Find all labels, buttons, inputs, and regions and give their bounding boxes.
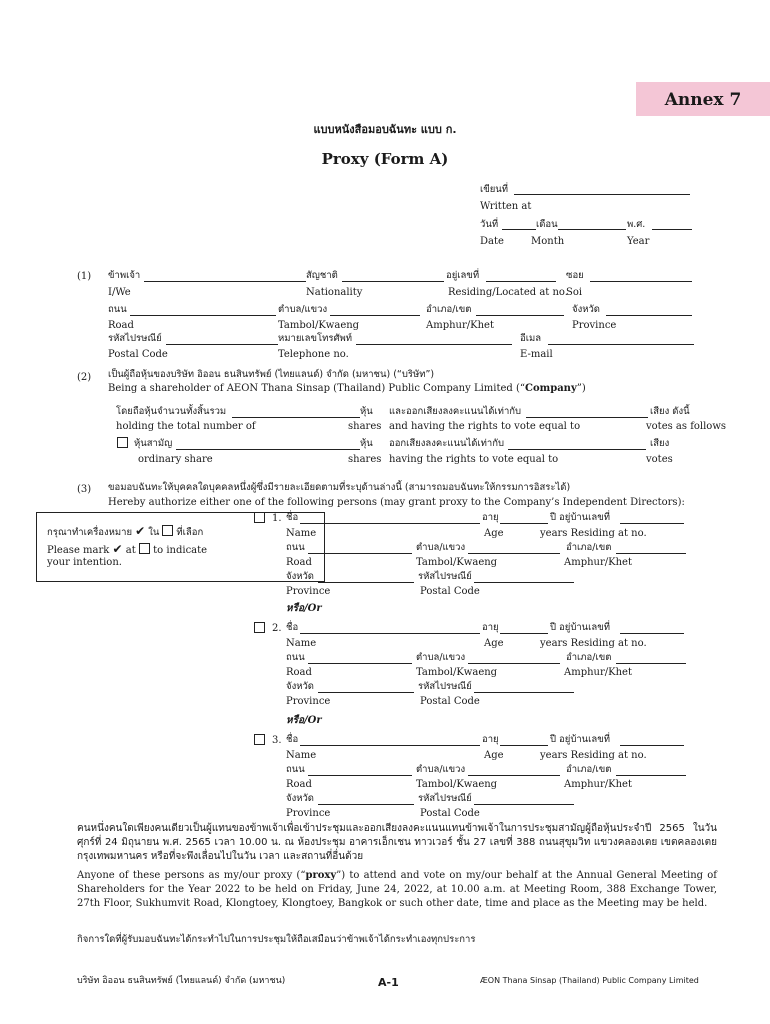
amphur-th: อำเภอ/เขต bbox=[566, 542, 612, 553]
age-th: อายุ bbox=[482, 512, 499, 523]
age-en: Age bbox=[484, 750, 504, 761]
shareholder-line-en: Being a shareholder of AEON Thana Sinsap (Thailand) Public Company Limited (“Company”) bbox=[108, 383, 586, 394]
date-field[interactable] bbox=[502, 229, 536, 230]
proxy-1-checkbox[interactable] bbox=[254, 512, 265, 523]
meeting-paragraph-en: Anyone of these persons as my/our proxy (“proxy”) to attend and vote on my/our behalf at the Annual General Meeting of Shareholders for the Year 2022 to be held on Friday, June 24, 2022, at 10.00 a.m. at Meeting Room, 388 Exchange Tower, 27th Floor, Sukhumvit Road, Klongtoey, Klongtoey, Bangkok or such other date, time and place as the Meeting may be held. bbox=[77, 870, 717, 909]
province-th: จังหวัด bbox=[286, 793, 314, 804]
votes-th: เสียง ดังนี้ bbox=[650, 406, 690, 417]
proxy-1-age-field[interactable] bbox=[500, 523, 548, 524]
years-th: ปี อยู่บ้านเลขที่ bbox=[550, 622, 611, 633]
votes2-en: votes bbox=[646, 454, 673, 465]
title-english: Proxy (Form A) bbox=[321, 150, 449, 168]
proxy-2-address-field[interactable] bbox=[620, 633, 684, 634]
ordinary-votes-field[interactable] bbox=[508, 449, 646, 450]
road-en: Road bbox=[286, 557, 312, 568]
tambol-th: ตำบล/แขวง bbox=[416, 764, 466, 775]
postal-en: Postal Code bbox=[420, 808, 480, 819]
proxy-1-amphur-field[interactable] bbox=[616, 553, 686, 554]
year-en: Year bbox=[627, 236, 650, 247]
ordinary-share-checkbox[interactable] bbox=[117, 437, 128, 448]
vote-en: and having the rights to vote equal to bbox=[389, 421, 581, 432]
proxy-2-amphur-field[interactable] bbox=[616, 663, 686, 664]
name-en: Name bbox=[286, 638, 317, 649]
email-en: E-mail bbox=[520, 349, 553, 360]
years-en: years Residing at no. bbox=[540, 638, 647, 649]
section-2-number: (2) bbox=[77, 372, 92, 383]
age-th: อายุ bbox=[482, 734, 499, 745]
name-en: Name bbox=[286, 528, 317, 539]
or-label: หรือ/Or bbox=[286, 603, 322, 614]
meeting-paragraph-th: คนหนึ่งคนใดเพียงคนเดียวเป็นผู้แทนของข้าพเจ้าเพื่อเข้าประชุมและออกเสียงลงคะแนนแทนข้าพเจ้าในการประชุมสามัญผู้ถือหุ้นประจำปี 2565 ในวันศุกร์ที่ 24 มิถุนายน พ.ศ. 2565 เวลา 10.00 น. ณ ห้องประชุม อาคารเอ็กเชน ทาวเวอร์ ชั้น 27 เลขที่ 388 ถนนสุขุมวิท แขวงคลองเตย เขตคลองเตย กรุงเทพมหานคร หรือที่จะพึงเลื่อนไปในวัน เวลา และสถานที่อื่นด้วย bbox=[77, 823, 717, 862]
proxy-2-postal-field[interactable] bbox=[474, 692, 574, 693]
or-label: หรือ/Or bbox=[286, 715, 322, 726]
written-at-th: เขียนที่ bbox=[480, 184, 509, 195]
tambol-en: Tambol/Kwaeng bbox=[416, 667, 498, 678]
month-th: เดือน bbox=[536, 219, 558, 230]
province-en: Province bbox=[286, 586, 331, 597]
nationality-field[interactable] bbox=[342, 281, 444, 282]
road-en: Road bbox=[286, 779, 312, 790]
instruction-box bbox=[36, 512, 325, 582]
soi-field[interactable] bbox=[590, 281, 692, 282]
person-name-th: ชื่อ bbox=[286, 622, 299, 633]
residing-th: อยู่เลขที่ bbox=[446, 270, 480, 281]
vote2-th: ออกเสียงลงคะแนนได้เท่ากับ bbox=[389, 438, 505, 449]
mark-instruction-th: กรุณาทำเครื่องหมาย ✔ ใน ที่เลือก bbox=[47, 524, 204, 538]
proxy-2-checkbox[interactable] bbox=[254, 622, 265, 633]
proxy-2-age-field[interactable] bbox=[500, 633, 548, 634]
title-thai: แบบหนังสือมอบฉันทะ แบบ ก. bbox=[313, 123, 457, 136]
proxy-2-name-field[interactable] bbox=[300, 633, 480, 634]
tambol-en: Tambol/Kwaeng bbox=[416, 557, 498, 568]
proxy-3-road-field[interactable] bbox=[308, 775, 412, 776]
shares2-en: shares bbox=[348, 454, 382, 465]
month-en: Month bbox=[531, 236, 565, 247]
province-en: Province bbox=[286, 696, 331, 707]
person-number: 3. bbox=[272, 735, 282, 746]
proxy-1-road-field[interactable] bbox=[308, 553, 412, 554]
postal-en: Postal Code bbox=[420, 586, 480, 597]
date-th: วันที่ bbox=[480, 219, 499, 230]
page-number: A-1 bbox=[378, 976, 399, 989]
shareholder-line-th: เป็นผู้ถือหุ้นของบริษัท อิออน ธนสินทรัพย์ (ไทยแลนด์) จำกัด (มหาชน) (“บริษัท”) bbox=[108, 369, 435, 380]
road-th: ถนน bbox=[286, 542, 305, 553]
postal-field[interactable] bbox=[166, 344, 278, 345]
address-no-field[interactable] bbox=[486, 281, 556, 282]
iwe-en: I/We bbox=[108, 287, 131, 298]
hun2-th: หุ้น bbox=[360, 438, 373, 449]
tel-th: หมายเลขโทรศัพท์ bbox=[278, 333, 353, 344]
road-th: ถนน bbox=[286, 652, 305, 663]
date-en: Date bbox=[480, 236, 504, 247]
road-en: Road bbox=[108, 320, 134, 331]
person-name-th: ชื่อ bbox=[286, 734, 299, 745]
mark-instruction-en-2: your intention. bbox=[47, 557, 122, 568]
province-en: Province bbox=[286, 808, 331, 819]
tambol-th: ตำบล/แขวง bbox=[278, 304, 328, 315]
proxy-3-address-field[interactable] bbox=[620, 745, 684, 746]
name-en: Name bbox=[286, 750, 317, 761]
tambol-field[interactable] bbox=[330, 315, 420, 316]
amphur-en: Amphur/Khet bbox=[564, 557, 632, 568]
email-field[interactable] bbox=[548, 344, 694, 345]
proxy-2-road-field[interactable] bbox=[308, 663, 412, 664]
province-field[interactable] bbox=[606, 315, 692, 316]
proxy-3-amphur-field[interactable] bbox=[616, 775, 686, 776]
empty-box-icon bbox=[162, 525, 173, 536]
amphur-field[interactable] bbox=[476, 315, 564, 316]
footer-company-th: บริษัท อิออน ธนสินทรัพย์ (ไทยแลนด์) จำกัด (มหาชน) bbox=[77, 976, 286, 986]
votes2-th: เสียง bbox=[650, 438, 670, 449]
amphur-en: Amphur/Khet bbox=[564, 779, 632, 790]
age-en: Age bbox=[484, 638, 504, 649]
ordinary-en: ordinary share bbox=[138, 454, 213, 465]
authorize-line-th: ขอมอบฉันทะให้บุคคลใดบุคคลหนึ่งผู้ซึ่งมีรายละเอียดตามที่ระบุด้านล่างนี้ (สามารถมอบฉันทะให้กรรมการอิสระได้) bbox=[108, 482, 571, 493]
proxy-3-tambol-field[interactable] bbox=[468, 775, 560, 776]
shares-en: shares bbox=[348, 421, 382, 432]
year-th: พ.ศ. bbox=[627, 219, 646, 230]
check-icon: ✔ bbox=[135, 524, 146, 538]
section-3-number: (3) bbox=[77, 484, 92, 495]
year-field[interactable] bbox=[652, 229, 692, 230]
postal-en: Postal Code bbox=[420, 696, 480, 707]
proxy-3-postal-field[interactable] bbox=[474, 804, 574, 805]
tambol-th: ตำบล/แขวง bbox=[416, 652, 466, 663]
postal-th: รหัสไปรษณีย์ bbox=[418, 571, 472, 582]
vote-th: และออกเสียงลงคะแนนได้เท่ากับ bbox=[389, 406, 522, 417]
person-number: 2. bbox=[272, 623, 282, 634]
vote2-en: having the rights to vote equal to bbox=[389, 454, 559, 465]
proxy-1-province-field[interactable] bbox=[318, 582, 414, 583]
votes-follows-en: votes as follows bbox=[646, 421, 727, 432]
amphur-en: Amphur/Khet bbox=[426, 320, 494, 331]
age-th: อายุ bbox=[482, 622, 499, 633]
age-en: Age bbox=[484, 528, 504, 539]
years-en: years Residing at no. bbox=[540, 528, 647, 539]
written-at-en: Written at bbox=[480, 201, 532, 212]
total-shares-th: โดยถือหุ้นจำนวนทั้งสิ้นรวม bbox=[116, 406, 227, 417]
road-th: ถนน bbox=[108, 304, 127, 315]
amphur-th: อำเภอ/เขต bbox=[426, 304, 472, 315]
soi-en: Soi bbox=[566, 287, 583, 298]
postal-th: รหัสไปรษณีย์ bbox=[108, 333, 162, 344]
amphur-th: อำเภอ/เขต bbox=[566, 764, 612, 775]
month-field[interactable] bbox=[558, 229, 626, 230]
ordinary-th: หุ้นสามัญ bbox=[134, 438, 173, 449]
empty-box-icon bbox=[139, 543, 150, 554]
province-th: จังหวัด bbox=[572, 304, 600, 315]
proxy-3-age-field[interactable] bbox=[500, 745, 548, 746]
email-th: อีเมล bbox=[520, 333, 542, 344]
total-votes-field[interactable] bbox=[526, 417, 648, 418]
residing-en: Residing/Located at no. bbox=[448, 287, 568, 298]
postal-th: รหัสไปรษณีย์ bbox=[418, 793, 472, 804]
closing-line-th: กิจการใดที่ผู้รับมอบฉันทะได้กระทำไปในการประชุมให้ถือเสมือนว่าข้าพเจ้าได้กระทำเองทุกประการ bbox=[77, 934, 476, 945]
proxy-3-name-field[interactable] bbox=[300, 745, 480, 746]
footer-company-en: ÆON Thana Sinsap (Thailand) Public Company Limited bbox=[480, 976, 699, 985]
road-th: ถนน bbox=[286, 764, 305, 775]
person-name-th: ชื่อ bbox=[286, 512, 299, 523]
name-field[interactable] bbox=[144, 281, 306, 282]
proxy-1-tambol-field[interactable] bbox=[468, 553, 560, 554]
road-en: Road bbox=[286, 667, 312, 678]
proxy-2-tambol-field[interactable] bbox=[468, 663, 560, 664]
road-field[interactable] bbox=[130, 315, 276, 316]
tel-field[interactable] bbox=[356, 344, 512, 345]
province-en: Province bbox=[572, 320, 617, 331]
tel-en: Telephone no. bbox=[278, 349, 349, 360]
check-icon: ✔ bbox=[112, 542, 123, 556]
years-en: years Residing at no. bbox=[540, 750, 647, 761]
years-th: ปี อยู่บ้านเลขที่ bbox=[550, 734, 611, 745]
mark-instruction-en: Please mark ✔ at to indicate bbox=[47, 542, 208, 556]
years-th: ปี อยู่บ้านเลขที่ bbox=[550, 512, 611, 523]
proxy-1-name-field[interactable] bbox=[300, 523, 480, 524]
province-th: จังหวัด bbox=[286, 681, 314, 692]
proxy-3-checkbox[interactable] bbox=[254, 734, 265, 745]
person-number: 1. bbox=[272, 513, 282, 524]
section-1-number: (1) bbox=[77, 271, 92, 282]
hun-th: หุ้น bbox=[360, 406, 373, 417]
proxy-1-address-field[interactable] bbox=[620, 523, 684, 524]
proxy-2-province-field[interactable] bbox=[318, 692, 414, 693]
tambol-en: Tambol/Kwaeng bbox=[278, 320, 360, 331]
total-shares-field[interactable] bbox=[232, 417, 360, 418]
proxy-1-postal-field[interactable] bbox=[474, 582, 574, 583]
soi-th: ซอย bbox=[566, 270, 584, 281]
written-at-field[interactable] bbox=[514, 194, 690, 195]
province-th: จังหวัด bbox=[286, 571, 314, 582]
amphur-th: อำเภอ/เขต bbox=[566, 652, 612, 663]
annex-badge: Annex 7 bbox=[636, 82, 770, 116]
amphur-en: Amphur/Khet bbox=[564, 667, 632, 678]
postal-en: Postal Code bbox=[108, 349, 168, 360]
tambol-en: Tambol/Kwaeng bbox=[416, 779, 498, 790]
ordinary-shares-field[interactable] bbox=[176, 449, 360, 450]
total-shares-en: holding the total number of bbox=[116, 421, 256, 432]
authorize-line-en: Hereby authorize either one of the following persons (may grant proxy to the Company’s Independent Directors): bbox=[108, 497, 685, 508]
proxy-3-province-field[interactable] bbox=[318, 804, 414, 805]
tambol-th: ตำบล/แขวง bbox=[416, 542, 466, 553]
nationality-en: Nationality bbox=[306, 287, 363, 298]
nationality-th: สัญชาติ bbox=[306, 270, 338, 281]
iwe-th: ข้าพเจ้า bbox=[108, 270, 141, 281]
postal-th: รหัสไปรษณีย์ bbox=[418, 681, 472, 692]
